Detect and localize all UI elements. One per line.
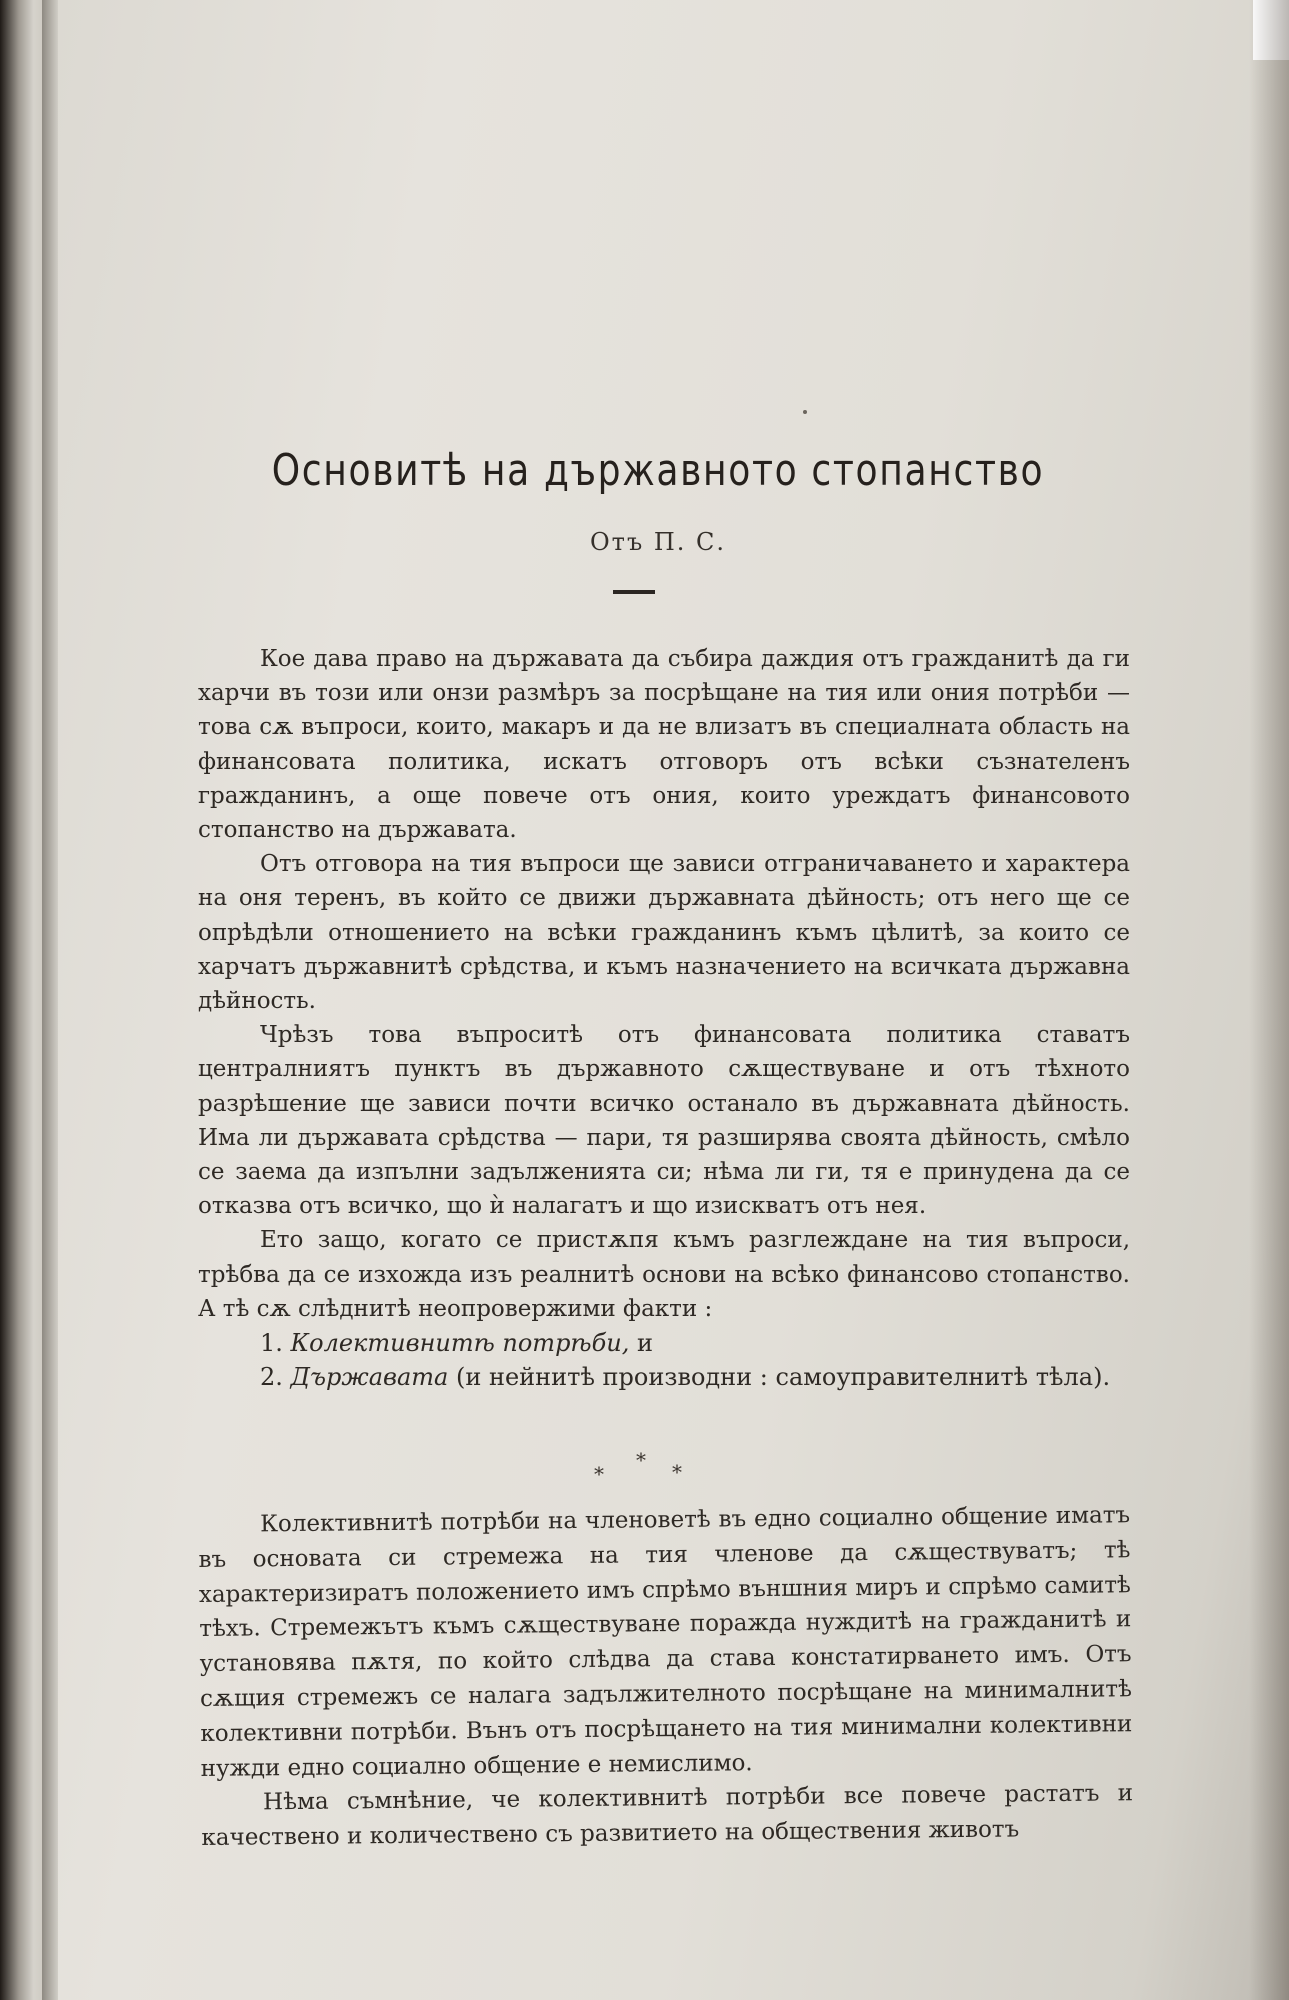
asterisk-icon: *: [594, 1462, 604, 1486]
list-rest: и: [629, 1329, 653, 1358]
paragraph: Ето защо, когато се пристѫпя къмъ разглеждане на тия въпроси, трѣбва да се изхожда изъ реалнитѣ основи на всѣко финансово стопанство. А тѣ сѫ слѣднитѣ неопровержими факти :: [198, 1227, 1130, 1322]
page-shadow: [1249, 0, 1289, 2000]
article-section-2: [198, 1498, 1134, 1856]
paragraph: Отъ отговора на тия въпроси ще зависи отграничаването и характера на оня теренъ, въ който се движи държавната дѣйность; отъ него ще се опрѣдѣли отношението на всѣки гражданинъ къмъ цѣлитѣ, за които се харчатъ държавнитѣ срѣдства, и къмъ назначението на всичката държавна дѣйность.: [198, 851, 1130, 1015]
paragraph: Колективнитѣ потрѣби на членоветѣ въ едно социално общение иматъ въ основата си стремежа на тия членове да сѫществуватъ; тѣ характеризиратъ положението имъ спрѣмо външния миръ и спрѣмо самитѣ тѣхъ. Стремежътъ къмъ сѫществуване поражда нуждитѣ на гражданитѣ и установява пѫтя, по който слѣдва да става констатирването имъ. Отъ сѫщия стремежъ се налага задължителното посрѣщане на минималнитѣ колективни потрѣби. Вънъ отъ посрѣщането на тия минимални колективни нужди едно социално общение е немислимо.: [198, 1502, 1133, 1782]
asterisk-icon: *: [672, 1460, 682, 1484]
list-rest: (и нейнитѣ производни : самоуправителнитѣ тѣла).: [448, 1363, 1111, 1392]
list-emphasis: Колективнитѣ потрѣби,: [290, 1329, 630, 1358]
paragraph: Кое дава право на държавата да събира даждия отъ гражданитѣ да ги харчи въ този или онзи размѣръ за посрѣщане на тия или ония потрѣби — това сѫ въпроси, които, макаръ и да не влизатъ въ специалната область на финансовата политика, искатъ отговоръ отъ всѣки съзнателенъ гражданинъ, а още повече отъ ония, които уреждатъ финансовото стопанство на държавата.: [198, 646, 1130, 844]
book-page: [58, 0, 1289, 2000]
list-number: 2.: [260, 1363, 283, 1392]
list-number: 1.: [260, 1329, 283, 1358]
paper-speck: [803, 410, 807, 414]
left-page-edge: [0, 0, 42, 2000]
article-body: [198, 642, 1130, 1394]
list-item: [198, 1326, 1130, 1360]
article-title: Основитѣ на държавното стопанство: [271, 445, 1045, 496]
list-item: [198, 1360, 1130, 1394]
paragraph: Чрѣзъ това въпроситѣ отъ финансовата политика ставатъ централниятъ пунктъ въ държавното сѫществуване и отъ тѣхното разрѣшение ще зависи почти всичко останало въ държавната дѣйность. Има ли държавата срѣдства — пари, тя разширява своята дѣйность, смѣло се заема да изпълни задълженията си; нѣма ли ги, тя е принудена да се отказва отъ всичко, що ѝ налагатъ и що изискватъ отъ нея.: [198, 1022, 1130, 1220]
paragraph: Нѣма съмнѣние, че колективнитѣ потрѣби все повече растатъ и качествено и количествено съ развитието на обществения животъ: [201, 1780, 1134, 1852]
list-emphasis: Държавата: [290, 1363, 449, 1392]
title-rule: [613, 590, 655, 594]
asterisk-icon: *: [636, 1448, 646, 1472]
article-byline: Отъ П. С.: [589, 528, 727, 556]
